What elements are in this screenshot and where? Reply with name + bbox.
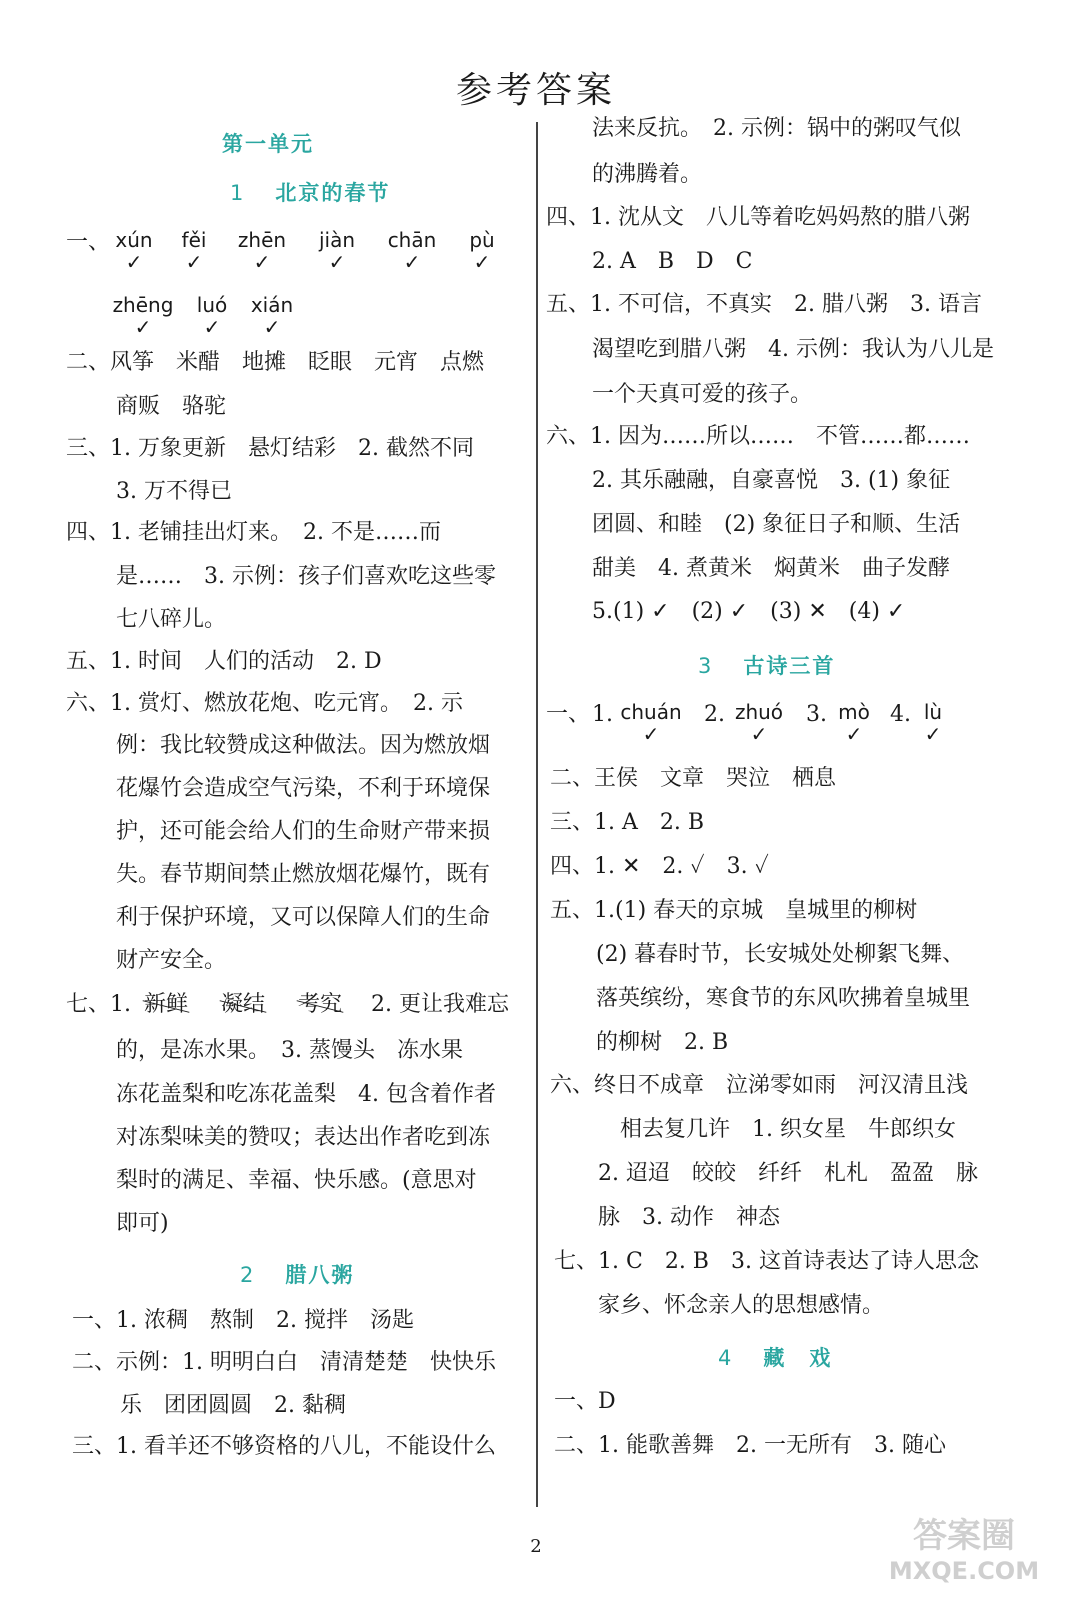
answer-line: 2. A B D C xyxy=(592,249,753,274)
answer-line: 冻花盖梨和吃冻花盖梨 4. 包含着作者 xyxy=(116,1082,496,1107)
struck-word: 考究 xyxy=(298,990,342,1020)
answer-line: 五、1. 不可信，不真实 2. 腊八粥 3. 语言 xyxy=(546,292,982,317)
answer-line: 六、终日不成章 泣涕零如雨 河汉清且浅 xyxy=(550,1073,969,1098)
pinyin-item: zhēn ✓ xyxy=(237,228,287,274)
lesson-heading-4: 4 藏 戏 xyxy=(718,1346,833,1370)
answer-line: 二、1. 能歌善舞 2. 一无所有 3. 随心 xyxy=(554,1433,946,1458)
answer-line: 相去复几许 1. 织女星 牛郎织女 xyxy=(620,1117,956,1142)
answer-line: 的沸腾着。 xyxy=(592,162,703,187)
pinyin-item: lù ✓ xyxy=(923,700,943,746)
answer-line: 对冻梨味美的赞叹；表达出作者吃到冻 xyxy=(116,1125,491,1150)
answer-line: 5.(1) ✓ (2) ✓ (3) ✕ (4) ✓ xyxy=(592,599,906,624)
pinyin-item: mò ✓ xyxy=(838,700,870,746)
answer-line: 脉 3. 动作 神态 xyxy=(598,1205,780,1230)
answer-line: 三、1. 万象更新 悬灯结彩 2. 截然不同 xyxy=(66,436,474,461)
unit-heading: 第一单元 xyxy=(222,132,314,156)
answer-line: 3. 万不得已 xyxy=(116,479,232,504)
answer-line: 财产安全。 xyxy=(116,948,227,973)
answer-line: 一个天真可爱的孩子。 xyxy=(592,382,813,407)
lesson-heading-3: 3 古诗三首 xyxy=(698,654,836,678)
pinyin-item: luó ✓ xyxy=(196,293,228,339)
pinyin-item: zhēng ✓ xyxy=(112,293,174,339)
answer-line: 是…… 3. 示例：孩子们喜欢吃这些零 xyxy=(116,564,496,589)
watermark-logo: 答案圈 MXQE.COM xyxy=(888,1516,1040,1585)
answer-line: 花爆竹会造成空气污染，不利于环境保 xyxy=(116,776,491,801)
answer-line: 护，还可能会给人们的生命财产带来损 xyxy=(116,819,491,844)
answer-line: 二、风筝 米醋 地摊 眨眼 元宵 点燃 xyxy=(66,350,485,375)
answer-line: 一、 xyxy=(546,702,591,727)
page-number: 2 xyxy=(530,1536,542,1557)
answer-line: 六、1. 因为……所以…… 不管……都…… xyxy=(546,424,970,449)
lesson-heading-1: 1 北京的春节 xyxy=(230,181,391,205)
answer-line: 七、1. 新鲜 凝结 考究 2. 更让我难忘 xyxy=(66,990,509,1020)
answer-line: 的柳树 2. B xyxy=(596,1030,729,1055)
answer-line: 甜美 4. 煮黄米 焖黄米 曲子发酵 xyxy=(592,556,950,581)
answer-line: 五、1. 时间 人们的活动 2. D xyxy=(66,649,382,674)
answer-line: 六、1. 赏灯、燃放花炮、吃元宵。 2. 示 xyxy=(66,691,463,716)
pinyin-item: jiàn ✓ xyxy=(318,228,356,274)
pinyin-item: xún ✓ xyxy=(115,228,153,274)
answer-line: 4. xyxy=(890,702,911,727)
answer-line: 1. xyxy=(592,702,613,727)
page-title: 参考答案 xyxy=(455,70,616,111)
pinyin-label: 一、 xyxy=(66,230,111,255)
pinyin-item: zhuó ✓ xyxy=(734,700,784,746)
answer-line: 二、示例：1. 明明白白 清清楚楚 快快乐 xyxy=(72,1350,496,1375)
lesson-heading-2: 2 腊八粥 xyxy=(240,1263,355,1287)
pinyin-item: chuán ✓ xyxy=(620,700,682,746)
answer-line: 2. xyxy=(704,702,725,727)
answer-line: 四、1. 沈从文 八儿等着吃妈妈熬的腊八粥 xyxy=(546,205,970,230)
answer-line: 失。春节期间禁止燃放烟花爆竹，既有 xyxy=(116,862,491,887)
answer-line: 四、1. ✕ 2. ✓ 3. ✓ xyxy=(550,854,769,879)
struck-word: 凝结 xyxy=(221,990,265,1020)
answer-line: 商贩 骆驼 xyxy=(116,394,227,419)
pinyin-item: xián ✓ xyxy=(250,293,294,339)
answer-line: 四、1. 老铺挂出灯来。 2. 不是……而 xyxy=(66,520,441,545)
answer-line: 2. 迢迢 皎皎 纤纤 札札 盈盈 脉 xyxy=(598,1161,978,1186)
answer-line: 渴望吃到腊八粥 4. 示例：我认为八儿是 xyxy=(592,337,994,362)
answer-line: 落英缤纷，寒食节的东风吹拂着皇城里 xyxy=(596,986,971,1011)
column-divider xyxy=(536,122,538,1507)
answer-line: 团圆、和睦 (2) 象征日子和顺、生活 xyxy=(592,512,961,537)
answer-line: 梨时的满足、幸福、快乐感。(意思对 xyxy=(116,1168,477,1193)
answer-line: 七、1. C 2. B 3. 这首诗表达了诗人思念 xyxy=(554,1249,979,1274)
answer-line: 法来反抗。 2. 示例：锅中的粥叹气似 xyxy=(592,116,961,141)
answer-line: (2) 暮春时节，长安城处处柳絮飞舞、 xyxy=(596,942,965,967)
struck-word: 新鲜 xyxy=(144,990,188,1020)
answer-line: 乐 团团圆圆 2. 黏稠 xyxy=(120,1393,346,1418)
answer-line: 七八碎儿。 xyxy=(116,607,227,632)
pinyin-item: fěi ✓ xyxy=(181,228,207,274)
answer-line: 的，是冻水果。 3. 蒸馒头 冻水果 xyxy=(116,1038,463,1063)
pinyin-item: chān ✓ xyxy=(387,228,437,274)
answer-line: 3. xyxy=(806,702,827,727)
answer-line: 利于保护环境，又可以保障人们的生命 xyxy=(116,905,491,930)
pinyin-item: pù ✓ xyxy=(469,228,495,274)
answer-line: 一、1. 浓稠 熬制 2. 搅拌 汤匙 xyxy=(72,1308,414,1333)
answer-line: 2. 其乐融融，自豪喜悦 3. (1) 象征 xyxy=(592,468,951,493)
answer-line: 五、1.(1) 春天的京城 皇城里的柳树 xyxy=(550,898,918,923)
answer-line: 即可) xyxy=(116,1211,169,1236)
answer-line: 家乡、怀念亲人的思想感情。 xyxy=(598,1293,885,1318)
answer-line: 二、王侯 文章 哭泣 栖息 xyxy=(550,766,837,791)
answer-line: 例：我比较赞成这种做法。因为燃放烟 xyxy=(116,733,491,758)
answer-line: 三、1. 看羊还不够资格的八儿，不能设什么 xyxy=(72,1434,496,1459)
answer-line: 一、D xyxy=(554,1389,616,1414)
answer-line: 三、1. A 2. B xyxy=(550,810,705,835)
